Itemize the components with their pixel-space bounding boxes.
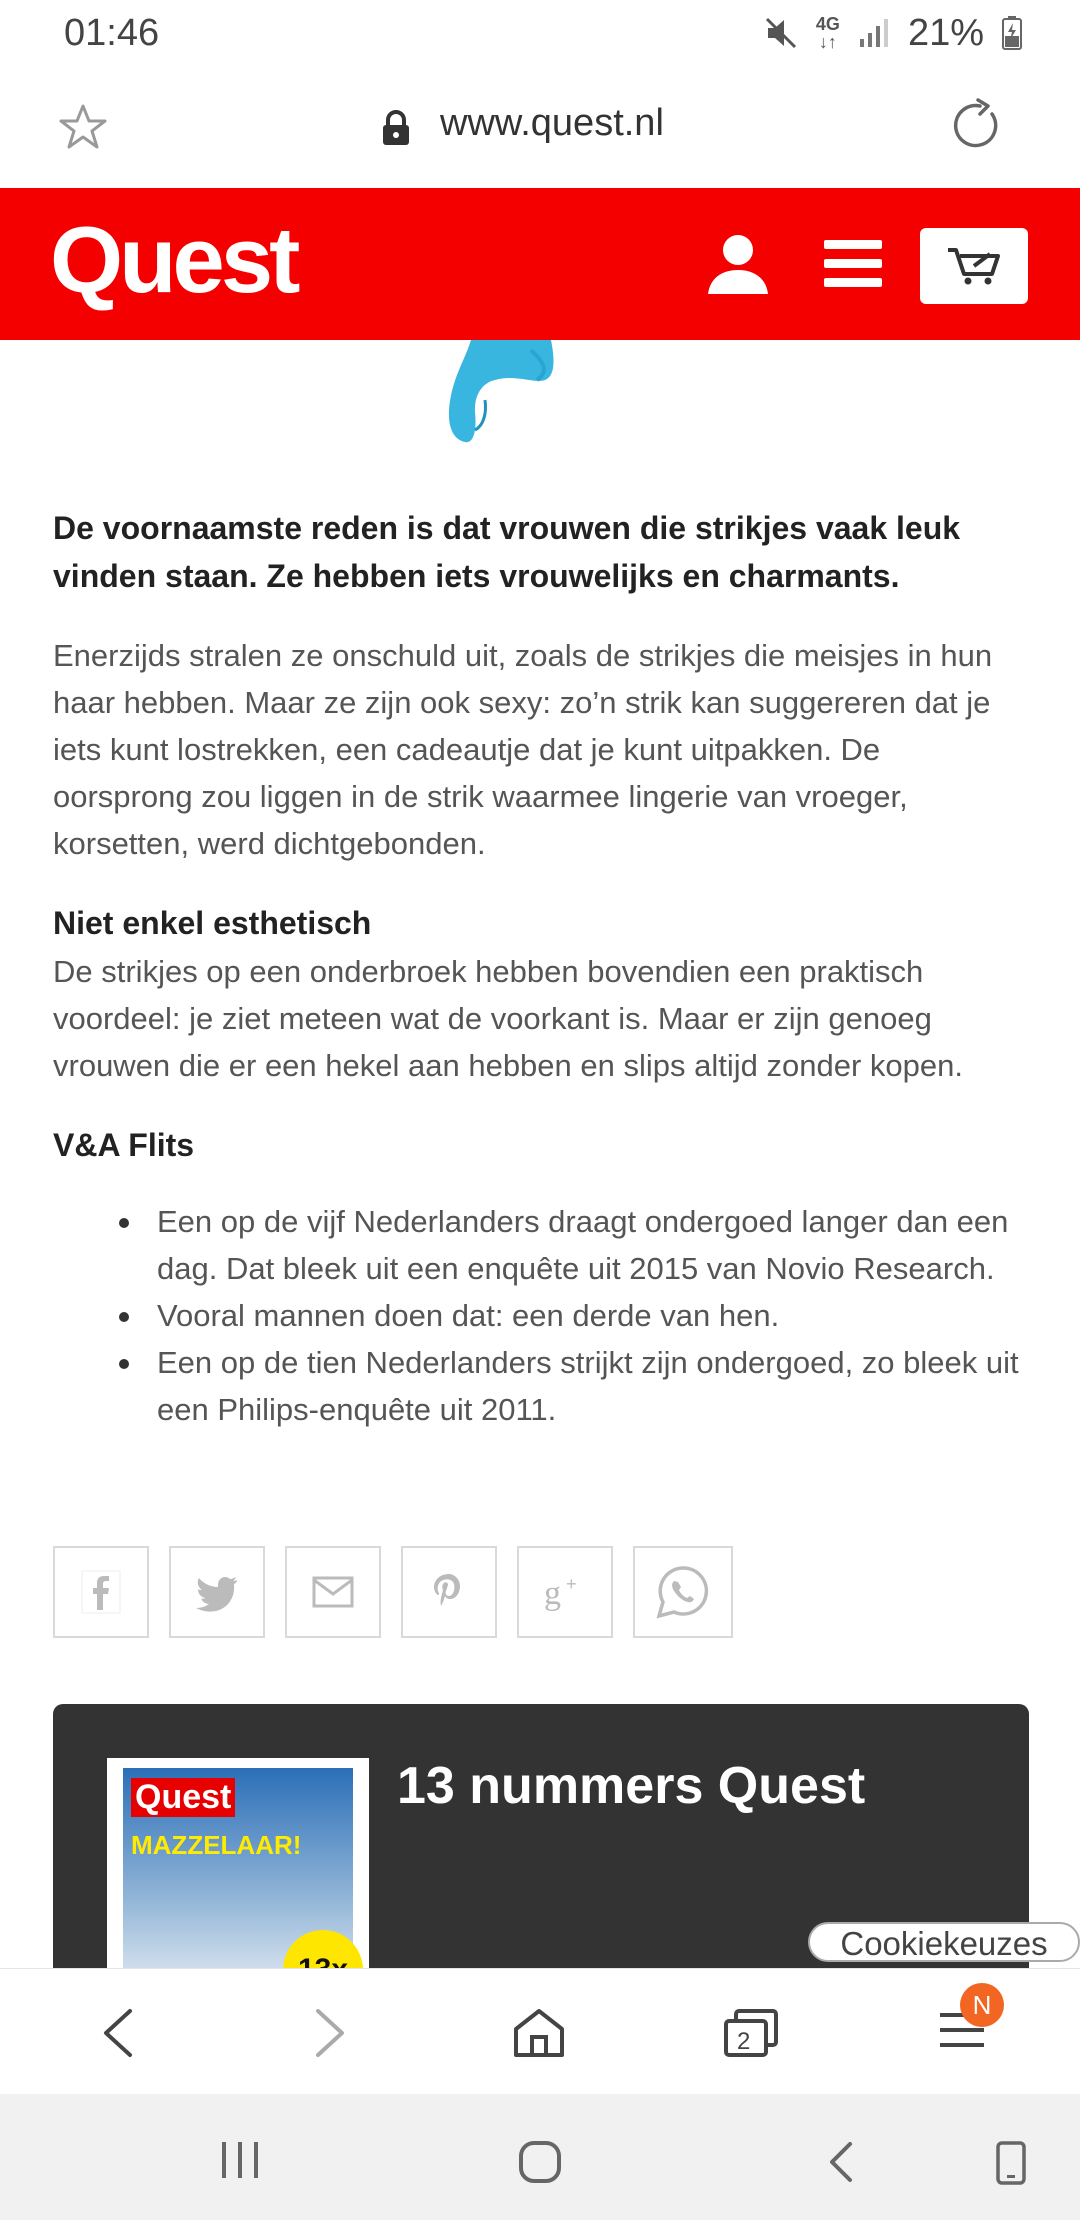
reload-icon[interactable] <box>948 98 1004 154</box>
facts-list <box>53 1198 1023 1433</box>
url-text[interactable]: www.quest.nl <box>440 102 664 144</box>
article-paragraph-2: De strikjes op een onderbroek hebben bovendien een praktisch voordeel: je ziet meteen wat de voorkant is. Maar er zijn genoeg vrouwen die er een hekel aan hebben en slips altijd zonder kopen. <box>53 954 963 1083</box>
whatsapp-icon <box>655 1564 711 1620</box>
pinterest-icon <box>429 1570 469 1614</box>
site-header <box>0 188 1080 340</box>
tab-count: 2 <box>737 2028 751 2055</box>
system-nav-bar <box>0 2094 1080 2220</box>
notification-badge: N <box>960 1983 1004 2027</box>
network-type: 4G ↓↑ <box>815 14 840 52</box>
promo-title: 13 nummers Quest <box>397 1757 866 1815</box>
user-icon[interactable] <box>706 232 770 296</box>
bookmark-star-icon[interactable] <box>58 102 108 152</box>
battery-percent: 21% <box>907 11 984 54</box>
lock-icon <box>380 110 412 146</box>
article-image-blue-ribbon <box>411 340 591 450</box>
subheading-va-flits: V&A Flits <box>53 1127 195 1163</box>
article-paragraph-1: Enerzijds stralen ze onschuld uit, zoals de strikjes die meisjes in hun haar hebben. Maar ze zijn ook sexy: zo’n strik kan suggereren dat je iets kunt lostrekken, een cadeautje dat je kunt uitpakken. De oorsprong zou liggen in de strik waarmee lingerie van vroeger, korsetten, werd dichtgebonden. <box>53 638 993 861</box>
cart-button[interactable] <box>920 228 1028 304</box>
twitter-icon <box>195 1572 239 1612</box>
share-google-plus-button[interactable] <box>517 1546 613 1638</box>
home-icon[interactable] <box>512 2007 566 2059</box>
subheading-niet-enkel-esthetisch: Niet enkel esthetisch <box>53 905 372 941</box>
status-icons <box>764 10 1022 56</box>
magazine-cover-image <box>107 1758 369 1988</box>
signal-icon <box>858 17 890 49</box>
share-whatsapp-button[interactable] <box>633 1546 733 1638</box>
cover-logo: Quest <box>131 1778 235 1817</box>
share-pinterest-button[interactable] <box>401 1546 497 1638</box>
facebook-icon <box>81 1570 121 1614</box>
share-facebook-button[interactable] <box>53 1546 149 1638</box>
browser-bottom-nav <box>0 1968 1080 2095</box>
mute-icon <box>764 16 798 50</box>
list-item: Vooral mannen doen dat: een derde van hen. <box>157 1292 1023 1339</box>
screen-rotate-icon[interactable] <box>994 2140 1028 2186</box>
hamburger-menu-icon[interactable] <box>824 238 882 290</box>
cover-artwork <box>123 1768 353 1998</box>
cover-headline: MAZZELAAR! <box>131 1830 302 1860</box>
quest-logo[interactable]: Quest <box>50 207 297 312</box>
list-item: Een op de vijf Nederlanders draagt ondergoed langer dan een dag. Dat bleek uit een enquête uit 2015 van Novio Research. <box>157 1198 1023 1292</box>
share-buttons <box>53 1546 733 1638</box>
browser-url-bar <box>0 66 1080 188</box>
google-plus-icon <box>542 1572 588 1612</box>
battery-charging-icon <box>1002 16 1022 50</box>
status-time: 01:46 <box>64 12 160 54</box>
status-bar <box>0 0 1080 66</box>
forward-icon[interactable] <box>312 2007 348 2059</box>
svg-text:g: g <box>544 1575 561 1612</box>
cart-icon <box>946 246 1002 286</box>
share-email-button[interactable] <box>285 1546 381 1638</box>
svg-text:+: + <box>566 1574 577 1594</box>
tabs-icon[interactable] <box>722 2007 780 2059</box>
cookie-settings-button[interactable]: Cookiekeuzes <box>808 1922 1080 1962</box>
system-back-icon[interactable] <box>826 2140 856 2184</box>
recent-apps-icon[interactable] <box>218 2140 262 2180</box>
list-item: Een op de tien Nederlanders strijkt zijn ondergoed, zo bleek uit een Philips-enquête uit 2011. <box>157 1339 1023 1433</box>
article-lead: De voornaamste reden is dat vrouwen die strikjes vaak leuk vinden staan. Ze hebben iets vrouwelijks en charmants. <box>53 510 961 594</box>
email-icon <box>312 1576 354 1608</box>
home-button-icon[interactable] <box>518 2140 562 2184</box>
share-twitter-button[interactable] <box>169 1546 265 1638</box>
back-icon[interactable] <box>100 2007 136 2059</box>
